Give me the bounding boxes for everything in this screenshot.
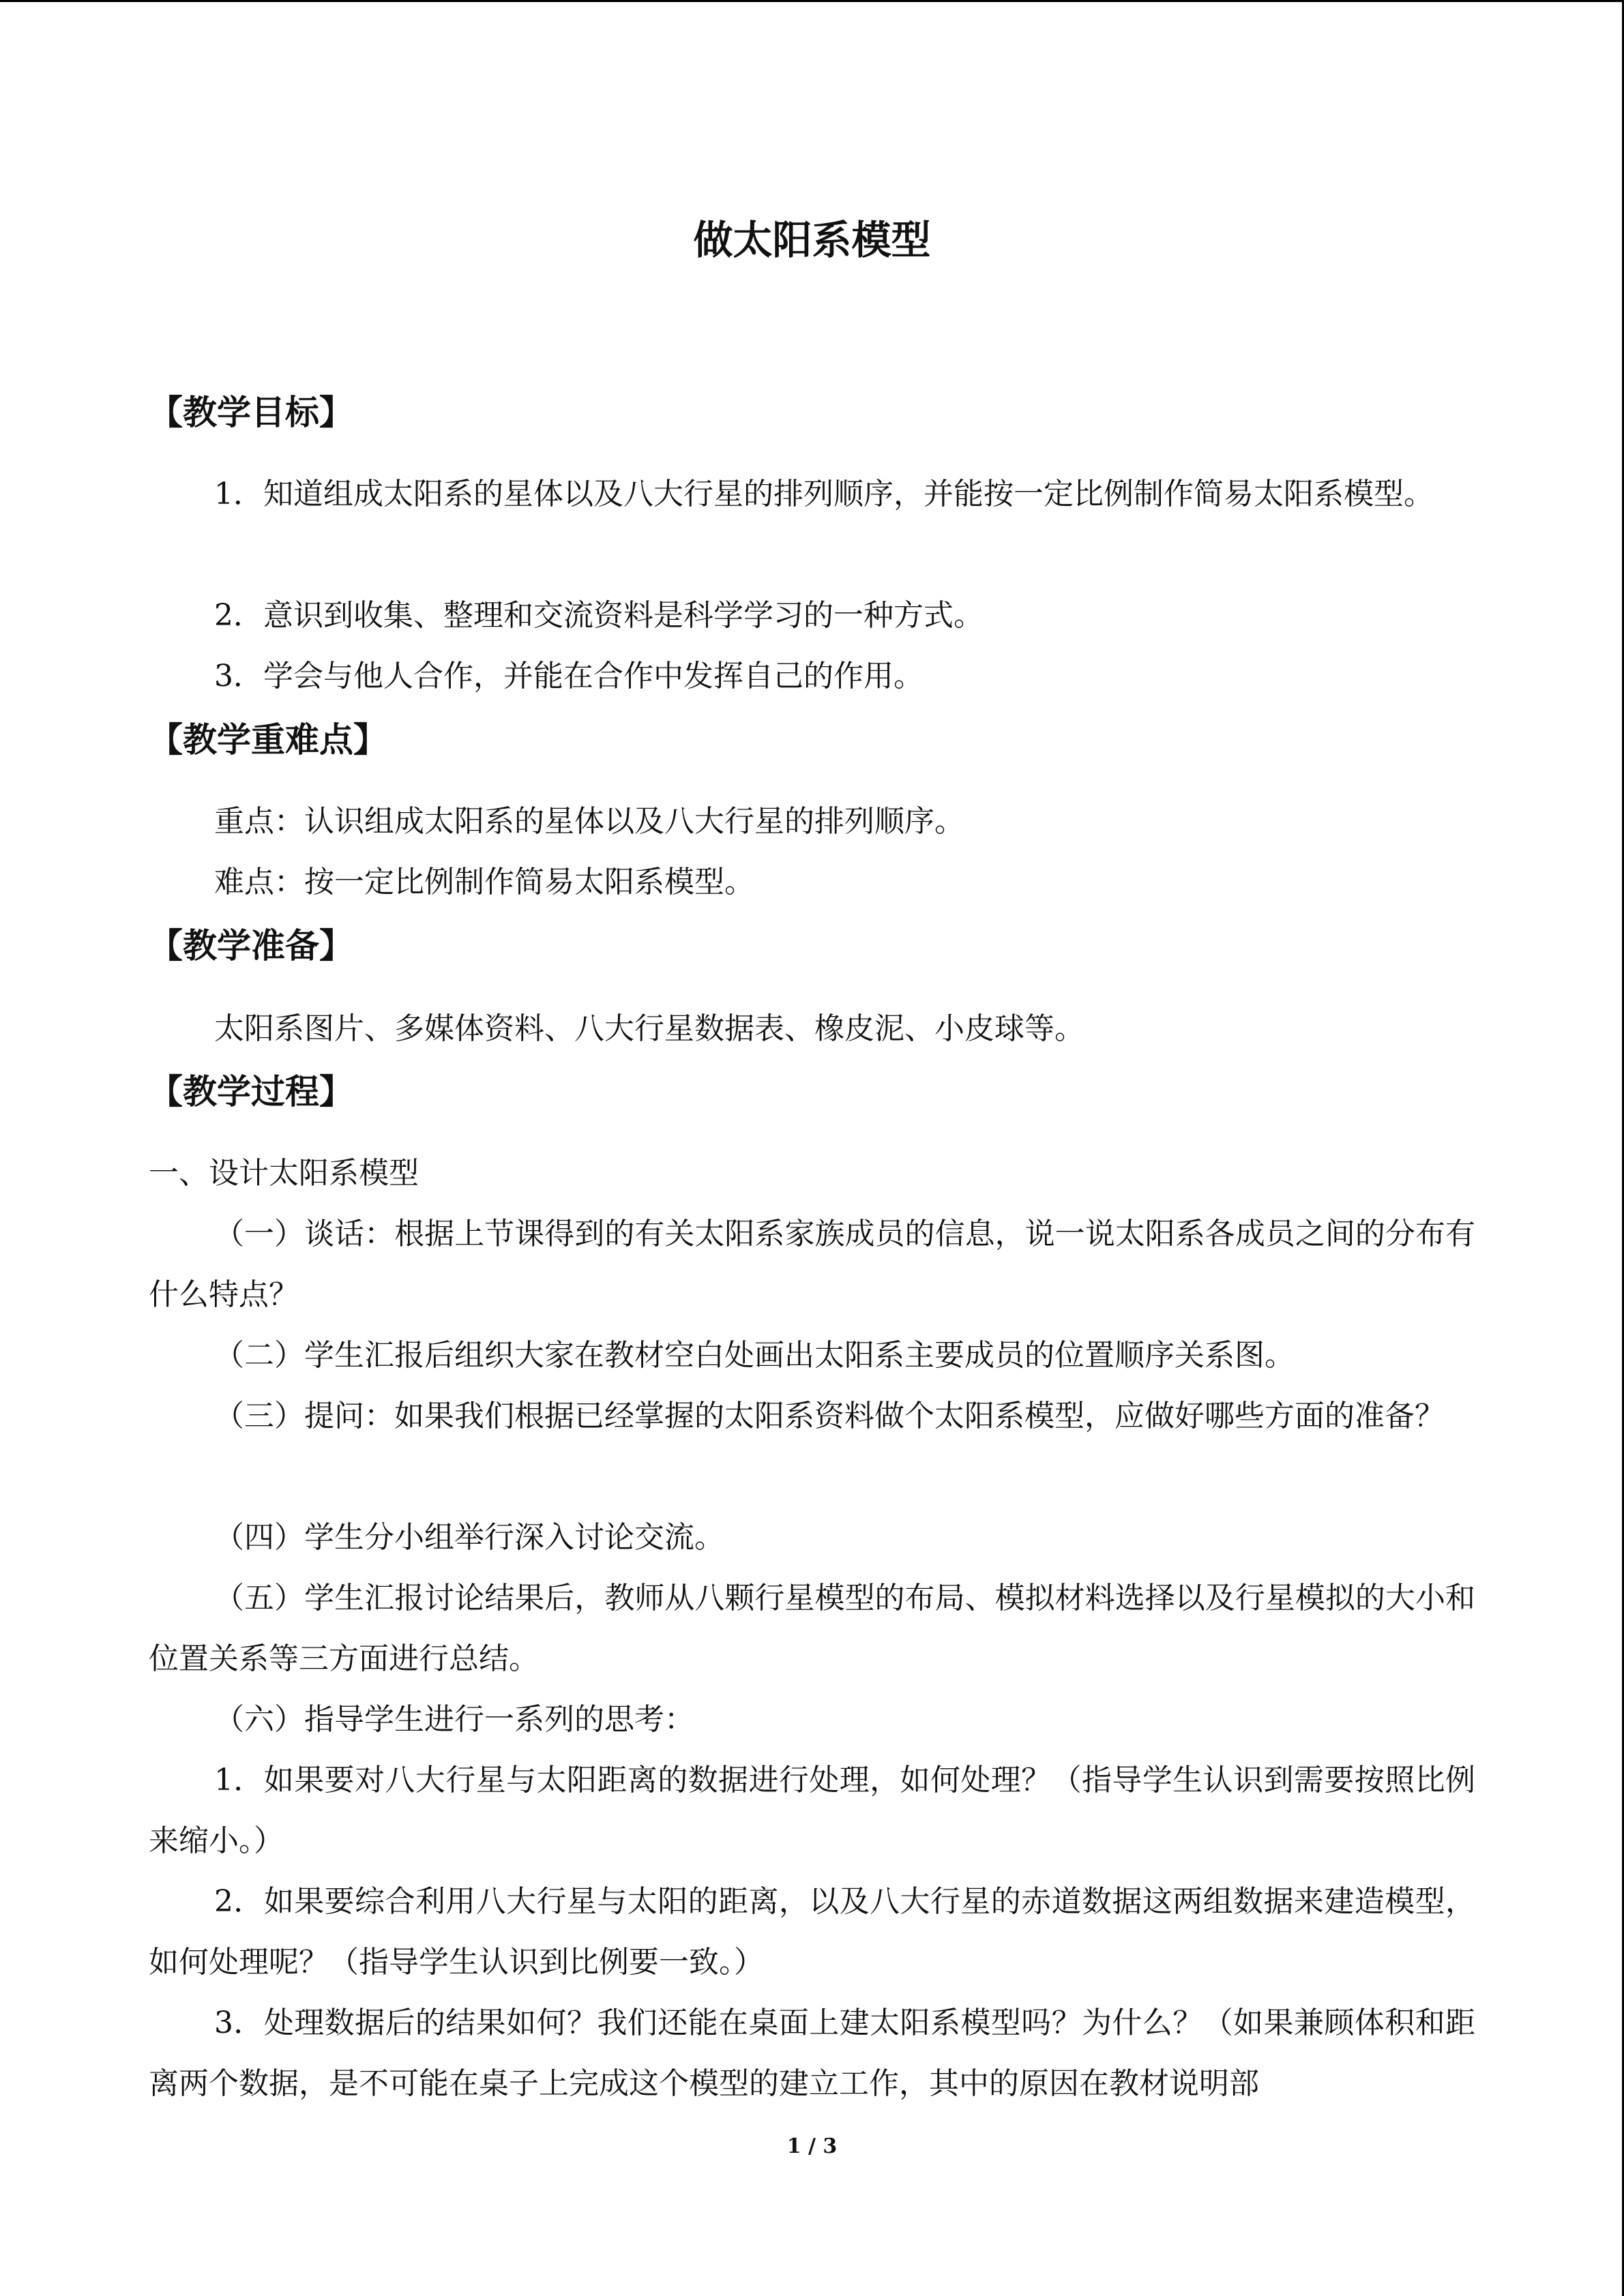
objective-item-1: 1．知道组成太阳系的星体以及八大行星的排列顺序，并能按一定比例制作简易太阳系模型。 [214,477,1434,511]
process-item-2: （二）学生汇报后组织大家在教材空白处画出太阳系主要成员的位置顺序关系图。 [214,1338,1295,1373]
process-item-5: （五）学生汇报讨论结果后，教师从八颗行星模型的布局、模拟材料选择以及行星模拟的大小和位置关系等三方面进行总结。 [149,1581,1475,1676]
heading-key-points: 【教学重难点】 [149,720,387,760]
heading-preparation: 【教学准备】 [149,926,353,966]
heading-process: 【教学过程】 [149,1072,353,1112]
page-border-top [0,0,1624,2]
objective-item-2: 2．意识到收集、整理和交流资料是科学学习的一种方式。 [214,598,984,633]
process-item-6: （六）指导学生进行一系列的思考： [214,1702,694,1737]
heading-objectives: 【教学目标】 [149,393,353,432]
process-item-7: 1．如果要对八大行星与太阳距离的数据进行处理，如何处理？（指导学生认识到需要按照比例来缩小。） [149,1763,1475,1858]
process-item-1: （一）谈话：根据上节课得到的有关太阳系家族成员的信息，说一说太阳系各成员之间的分布有什么特点？ [149,1217,1475,1312]
process-item-8: 2．如果要综合利用八大行星与太阳的距离，以及八大行星的赤道数据这两组数据来建造模型，如何处理呢？（指导学生认识到比例要一致。） [149,1884,1475,1980]
key-point-item-1: 重点：认识组成太阳系的星体以及八大行星的排列顺序。 [214,804,964,839]
process-item-4: （四）学生分小组举行深入讨论交流。 [214,1520,724,1555]
process-item-3: （三）提问：如果我们根据已经掌握的太阳系资料做个太阳系模型，应做好哪些方面的准备？ [214,1399,1445,1433]
process-item-9: 3．处理数据后的结果如何？我们还能在桌面上建太阳系模型吗？为什么？（如果兼顾体积和距离两个数据，是不可能在桌子上完成这个模型的建立工作，其中的原因在教材说明部 [149,2006,1475,2101]
process-subheading: 一、设计太阳系模型 [149,1156,419,1191]
page-number: 1 / 3 [786,2134,838,2158]
preparation-item-1: 太阳系图片、多媒体资料、八大行星数据表、橡皮泥、小皮球等。 [214,1011,1084,1046]
key-point-item-2: 难点：按一定比例制作简易太阳系模型。 [214,865,754,899]
objective-item-3: 3．学会与他人合作，并能在合作中发挥自己的作用。 [214,659,924,694]
page-title: 做太阳系模型 [693,217,931,263]
